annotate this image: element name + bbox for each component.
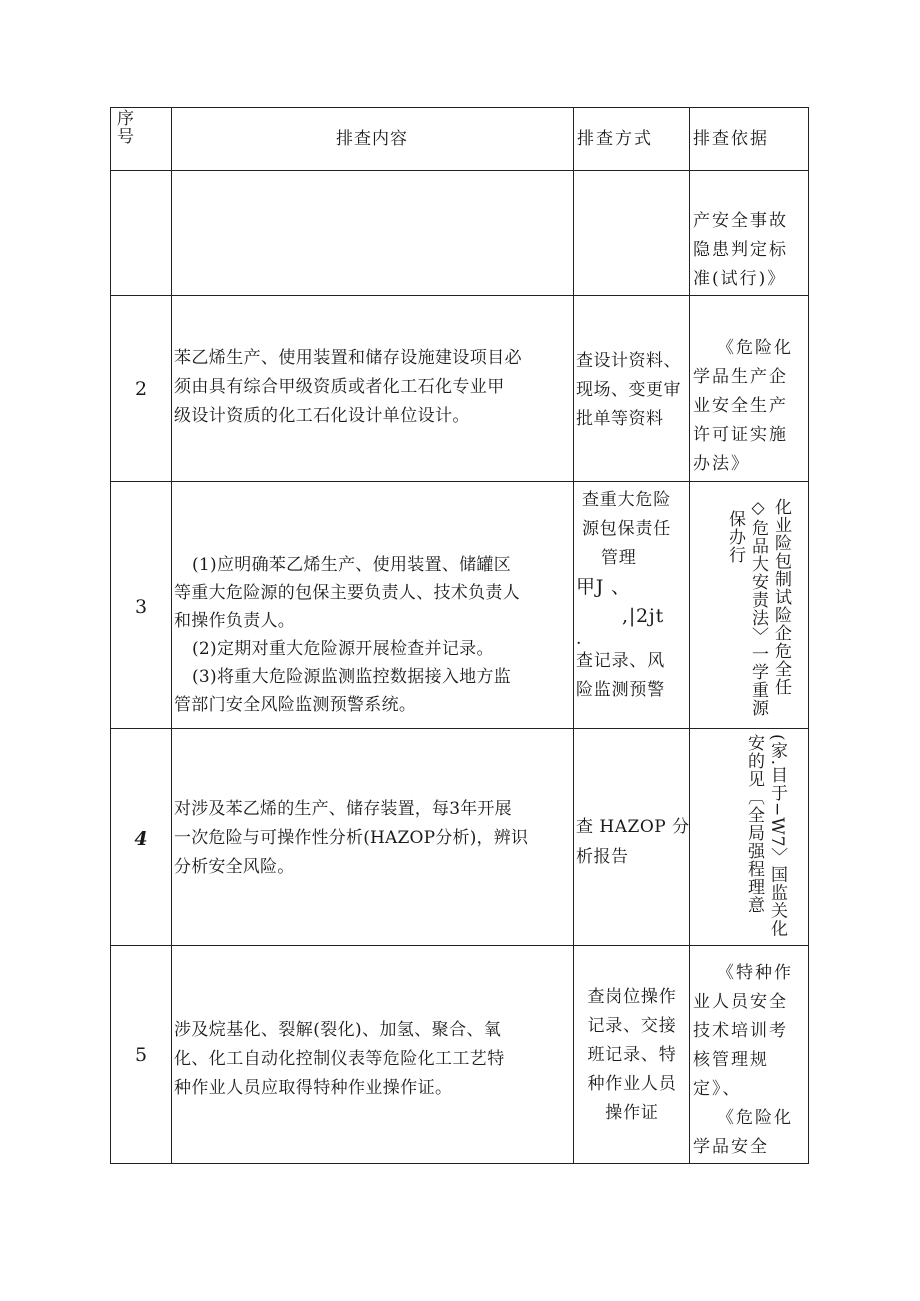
header-index-line-1: 序: [117, 109, 134, 129]
row4-basis-column: (家.目于−W7〉国监关化: [767, 734, 787, 938]
row2-basis: [693, 334, 808, 479]
row5-basis-line: 《危险化: [717, 1108, 793, 1128]
row3-content-line: 等重大危险源的包保主要负责人、技术负责人: [174, 583, 520, 603]
row-divider: [111, 170, 808, 171]
row5-basis-line: 定》、: [693, 1079, 742, 1099]
row4-content: [174, 795, 572, 882]
row5-method-line: 班记录、特: [587, 1045, 677, 1065]
row4-method-line: 查 HAZOP 分: [576, 817, 690, 837]
row5-method: [576, 983, 688, 1128]
row5-basis-line: 业人员安全: [693, 992, 788, 1012]
row5-method-line: 操作证: [605, 1103, 659, 1123]
row1-basis-line: 隐患判定标: [693, 240, 788, 260]
header-index: [117, 110, 167, 146]
inspection-table: [110, 107, 809, 1164]
row2-index: 2: [134, 378, 148, 400]
row4-basis-column: 安的见〔全局强程理意: [744, 734, 764, 914]
row2-method: [576, 347, 688, 434]
row2-content: [174, 344, 572, 431]
rotated-basis-block-2: [727, 734, 787, 939]
row3-method-line: 管理: [601, 548, 637, 568]
row3-method-line: .: [576, 629, 583, 649]
row5-method-line: 记录、交接: [587, 1016, 677, 1036]
row3-method-line: 查重大危险: [582, 490, 671, 510]
row3-method-line: 查记录、风: [576, 651, 665, 671]
row-divider: [111, 945, 808, 946]
header-basis: 排查依据: [693, 129, 769, 149]
column-divider: [689, 108, 690, 1163]
row2-basis-line: 许可证实施: [693, 425, 788, 445]
row5-basis-line: 技术培训考: [693, 1021, 788, 1041]
row5-basis: [693, 959, 808, 1162]
row3-content-line: 和操作负责人。: [174, 611, 296, 631]
row2-basis-line: 学品生产企: [693, 367, 788, 387]
row5-content-line: 种作业人员应取得特种作业操作证。: [174, 1078, 453, 1098]
row3-method-line: ,|2jt: [622, 605, 665, 627]
row2-content-line: 级设计资质的化工石化设计单位设计。: [174, 406, 470, 426]
row3-basis-column: 化业险包制试险企危全任: [771, 498, 791, 696]
row5-content-line: 化、化工自动化控制仪表等危险化工工艺特: [174, 1049, 505, 1069]
row3-method-line: 甲J 、: [576, 576, 631, 598]
header-method: 排查方式: [577, 129, 653, 149]
header-content: 排查内容: [336, 129, 408, 149]
row5-index: 5: [134, 1044, 148, 1066]
row-divider: [111, 295, 808, 296]
column-divider: [171, 108, 172, 1163]
row2-basis-line: 业安全生产: [693, 396, 788, 416]
row3-content-line: (2)定期对重大危险源开展检查并记录。: [192, 639, 494, 659]
row3-basis-column: 保办行: [725, 510, 745, 564]
row5-basis-line: 《特种作: [717, 963, 793, 983]
row2-method-line: 批单等资料: [576, 409, 664, 429]
row5-content: [174, 1016, 572, 1103]
row4-method-line: 析报告: [576, 847, 629, 867]
row2-content-line: 须由具有综合甲级资质或者化工石化专业甲: [174, 377, 505, 397]
row4-content-line: 分析安全风险。: [174, 857, 295, 877]
row5-basis-line: 核管理规: [693, 1050, 769, 1070]
row3-content-line: (3)将重大危险源监测监控数据接入地方监: [192, 667, 512, 687]
row5-method-line: 查岗位操作: [587, 987, 677, 1007]
row1-basis-line: 准(试行)》: [693, 269, 787, 289]
row4-index: 4: [134, 828, 148, 850]
row-divider: [111, 728, 808, 729]
row3-method-line: 险监测预警: [576, 680, 665, 700]
row2-content-line: 苯乙烯生产、使用装置和储存设施建设项目必: [174, 348, 522, 368]
row2-method-line: 现场、变更审: [576, 380, 681, 400]
row4-content-line: 一次危险与可操作性分析(HAZOP分析)，辨识: [174, 828, 529, 848]
header-index-line-2: 号: [117, 127, 134, 147]
row1-basis-line: 产安全事故: [693, 211, 788, 231]
row5-method-line: 种作业人员: [587, 1074, 677, 1094]
row5-basis-line: 学品安全: [693, 1137, 769, 1157]
column-divider: [573, 108, 574, 1163]
row3-content-line: 管部门安全风险监测预警系统。: [174, 695, 417, 715]
row-divider: [111, 481, 808, 482]
row2-basis-line: 办法》: [693, 454, 750, 474]
row2-method-line: 查设计资料、: [576, 351, 681, 371]
row4-content-line: 对涉及苯乙烯的生产、储存装置，每3年开展: [174, 799, 512, 819]
row3-content-line: (1)应明确苯乙烯生产、使用装置、储罐区: [192, 555, 512, 575]
row3-basis-column: ◇危品大安责法〉一学重源: [748, 498, 768, 717]
row5-content-line: 涉及烷基化、裂解(裂化)、加氢、聚合、氧: [174, 1020, 502, 1040]
row3-content: [174, 551, 572, 719]
row2-basis-line: 《危险化: [717, 338, 793, 358]
row1-basis: [693, 207, 808, 294]
row4-method: [576, 812, 688, 872]
row3-method-line: 源包保责任: [582, 519, 671, 539]
row3-method: [576, 486, 688, 705]
row3-index: 3: [134, 596, 148, 618]
